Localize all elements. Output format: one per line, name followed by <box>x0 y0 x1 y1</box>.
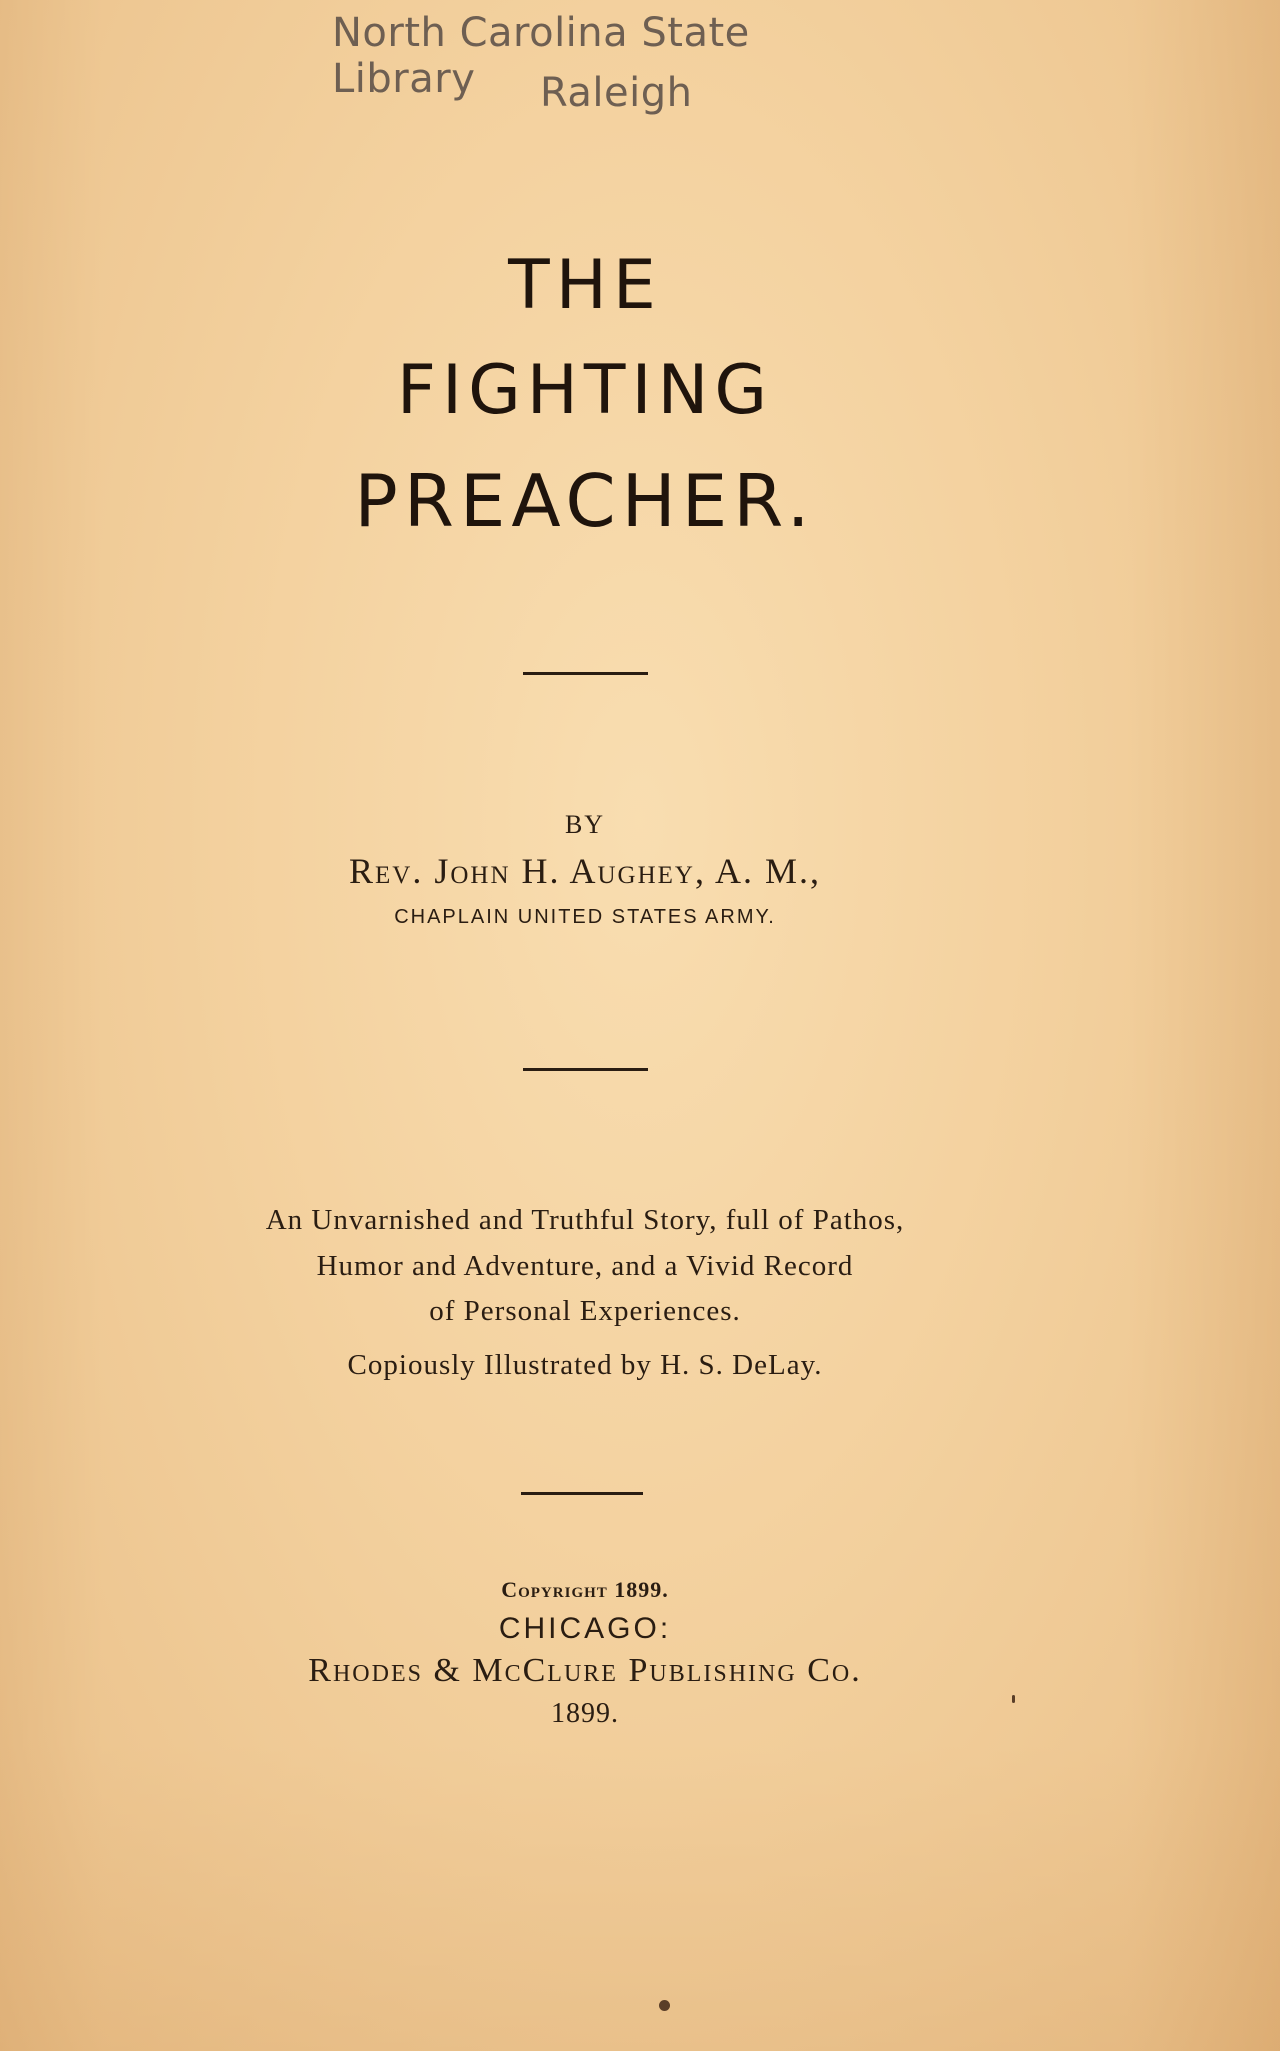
book-title-line-3: PREACHER. <box>354 459 816 543</box>
author-title: CHAPLAIN UNITED STATES ARMY. <box>394 906 776 928</box>
book-title-line-1: THE <box>508 246 662 325</box>
divider-rule <box>523 1068 648 1071</box>
publisher-city: CHICAGO: <box>498 1612 672 1645</box>
paper-speck <box>1012 1695 1015 1703</box>
paper-speck <box>659 2000 670 2011</box>
book-title-line-2: FIGHTING <box>396 351 774 430</box>
publication-year: 1899. <box>551 1698 619 1729</box>
library-stamp-line-1: North Carolina State Library <box>332 10 750 102</box>
copyright-notice: Copyright 1899. <box>501 1577 669 1602</box>
publisher-name: Rhodes & McClure Publishing Co. <box>308 1652 862 1689</box>
byline-by: BY <box>564 810 606 839</box>
author-name: Rev. John H. Aughey, A. M., <box>348 851 822 891</box>
divider-rule <box>521 1492 643 1495</box>
illustrator-credit: Copiously Illustrated by H. S. DeLay. <box>347 1349 823 1381</box>
description-line-1: An Unvarnished and Truthful Story, full of Pathos, <box>265 1204 905 1236</box>
library-stamp-line-2: Raleigh <box>540 70 693 116</box>
description-line-3: of Personal Experiences. <box>429 1295 741 1327</box>
description-line-2: Humor and Adventure, and a Vivid Record <box>316 1250 854 1282</box>
divider-rule <box>523 672 648 675</box>
